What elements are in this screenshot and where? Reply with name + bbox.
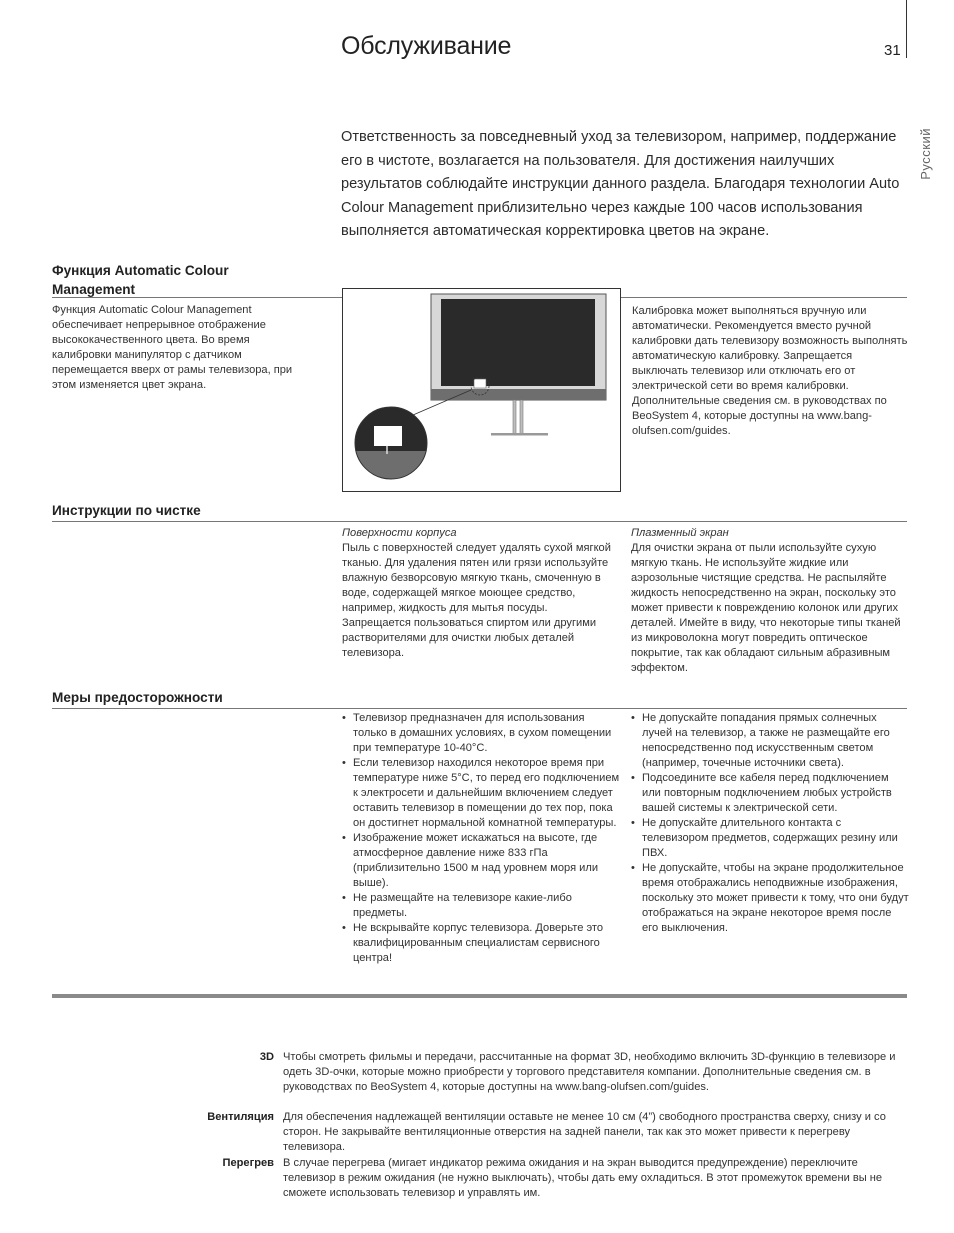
tv-bottom-bar bbox=[431, 389, 606, 400]
note-label: Перегрев bbox=[222, 1157, 274, 1169]
precautions-rule bbox=[52, 708, 907, 709]
page-title: Обслуживание bbox=[341, 32, 512, 60]
tv-illustration-svg bbox=[343, 289, 621, 492]
tv-screen bbox=[441, 299, 595, 386]
cabinet-subtitle: Поверхности корпуса bbox=[342, 527, 457, 539]
precautions-right-list bbox=[631, 711, 909, 936]
stand-pole-right bbox=[520, 400, 523, 434]
screen-subtitle: Плазменный экран bbox=[631, 527, 729, 539]
note-label: 3D bbox=[259, 1051, 274, 1063]
screen-text: Для очистки экрана от пыли используйте сухую мягкую ткань. Не используйте жидкие или аэрозольные чистящие средства. Не распыляйте жидкость непосредственно на экран, поскольку это может привести к повреждению колонок или других деталей. Имейте в виду, что некоторые типы тканей из микроволокна могут повредить оптическое покрытие, так как обладают сильным абразивным эффектом. bbox=[631, 542, 901, 674]
cleaning-heading: Инструкции по чистке bbox=[52, 503, 201, 518]
acm-left-text: Функция Automatic Colour Management обеспечивает непрерывное отображение высококачественного цвета. Во время калибровки манипулятор с датчиком перемещается вверх от рамы телевизора, при этом изменяется цвет экрана. bbox=[52, 304, 293, 391]
page-number: 31 bbox=[884, 42, 901, 59]
note-text: В случае перегрева (мигает индикатор режима ожидания и на экран выводится предупреждение) переключите телевизор в режим ожидания (не нужно выключать), чтобы дать ему охладиться. В этот промежуток времени вы не сможете использовать телевизор и управлять им. bbox=[283, 1157, 883, 1199]
list-item: • Подсоедините все кабеля перед подключением или повторным подключением любых устройств вашей системы к электрической сети. bbox=[631, 771, 909, 816]
acm-heading: Функция Automatic Colour Management bbox=[52, 263, 229, 297]
stand-pole-left bbox=[513, 400, 516, 434]
header-divider bbox=[906, 0, 907, 58]
list-item: • Телевизор предназначен для использования только в домашних условиях, в сухом помещении при температуре 10-40°C. bbox=[342, 711, 620, 756]
tv-calibration-illustration bbox=[342, 288, 621, 492]
zoom-detail bbox=[343, 389, 443, 491]
precautions-heading: Меры предосторожности bbox=[52, 690, 223, 705]
list-item: • Не допускайте попадания прямых солнечных лучей на телевизор, а также не размещайте его непосредственно под искусственным светом (например, точечные источники света). bbox=[631, 711, 909, 771]
stand-base bbox=[491, 433, 548, 436]
acm-rule-right bbox=[621, 297, 907, 298]
precautions-left-list bbox=[342, 711, 620, 966]
list-item: • Не допускайте, чтобы на экране продолжительное время отображались неподвижные изображения, поскольку это может привести к тому, что они будут отображаться на экране некоторое время после его выключения. bbox=[631, 861, 909, 936]
list-item: • Не вскрывайте корпус телевизора. Доверьте это квалифицированным специалистам сервисного центра! bbox=[342, 921, 620, 966]
intro-paragraph: Ответственность за повседневный уход за телевизором, например, поддержание его в чистоте, возлагается на пользователя. Для достижения наилучших результатов соблюдайте инструкции данного раздела. Благодаря технологии Auto Colour Management приблизительно через каждые 100 часов использования выполняется автоматическая корректировка цветов на экране. bbox=[341, 129, 900, 239]
list-item: • Изображение может искажаться на высоте, где атмосферное давление ниже 833 гПа (приблизительно 1500 м над уровнем моря или выше). bbox=[342, 831, 620, 891]
acm-rule-left bbox=[52, 297, 342, 298]
cabinet-text: Пыль с поверхностей следует удалять сухой мягкой тканью. Для удаления пятен или грязи используйте влажную безворсовую мягкую ткань, смоченную в воде, содержащей мягкое моющее средство, например, жидкость для мытья посуды. Запрещается пользоваться спиртом или другими растворителями для очистки любых деталей телевизора. bbox=[342, 542, 611, 659]
cleaning-rule bbox=[52, 521, 907, 522]
note-text: Для обеспечения надлежащей вентиляции оставьте не менее 10 см (4”) свободного пространства сверху, снизу и со сторон. Не закрывайте вентиляционные отверстия на задней панели, так как это может привести к перегреву телевизора. bbox=[283, 1111, 886, 1153]
note-text: Чтобы смотреть фильмы и передачи, рассчитанные на формат 3D, необходимо включить 3D-функцию в телевизоре и одеть 3D-очки, которые можно приобрести у торгового представителя компании. Дополнительные сведения см. в руководствах по BeoSystem 4, которые доступны на www.bang-olufsen.com/guides. bbox=[283, 1051, 896, 1093]
language-tab: Русский bbox=[918, 128, 933, 180]
section-divider bbox=[52, 994, 907, 998]
acm-right-text: Калибровка может выполняться вручную или автоматически. Рекомендуется вместо ручной калибровки дать телевизору возможность выполнять автоматическую калибровку. Запрещается выключать телевизор или отключать его от электрической сети во время калибровки. Дополнительные сведения см. в руководствах по BeoSystem 4, которые доступны на www.bang-olufsen.com/guides. bbox=[632, 305, 908, 437]
list-item: • Не размещайте на телевизоре какие-либо предметы. bbox=[342, 891, 620, 921]
list-item: • Не допускайте длительного контакта с телевизором предметов, содержащих резину или ПВХ. bbox=[631, 816, 909, 861]
sensor-icon bbox=[474, 379, 486, 388]
list-item: • Если телевизор находился некоторое время при температуре ниже 5°C, то перед его подключением к электросети и дальнейшим включением следует оставить телевизор в помещении до тех пор, пока он достигнет нормальной комнатной температуры. bbox=[342, 756, 620, 831]
note-label: Вентиляция bbox=[207, 1111, 274, 1123]
